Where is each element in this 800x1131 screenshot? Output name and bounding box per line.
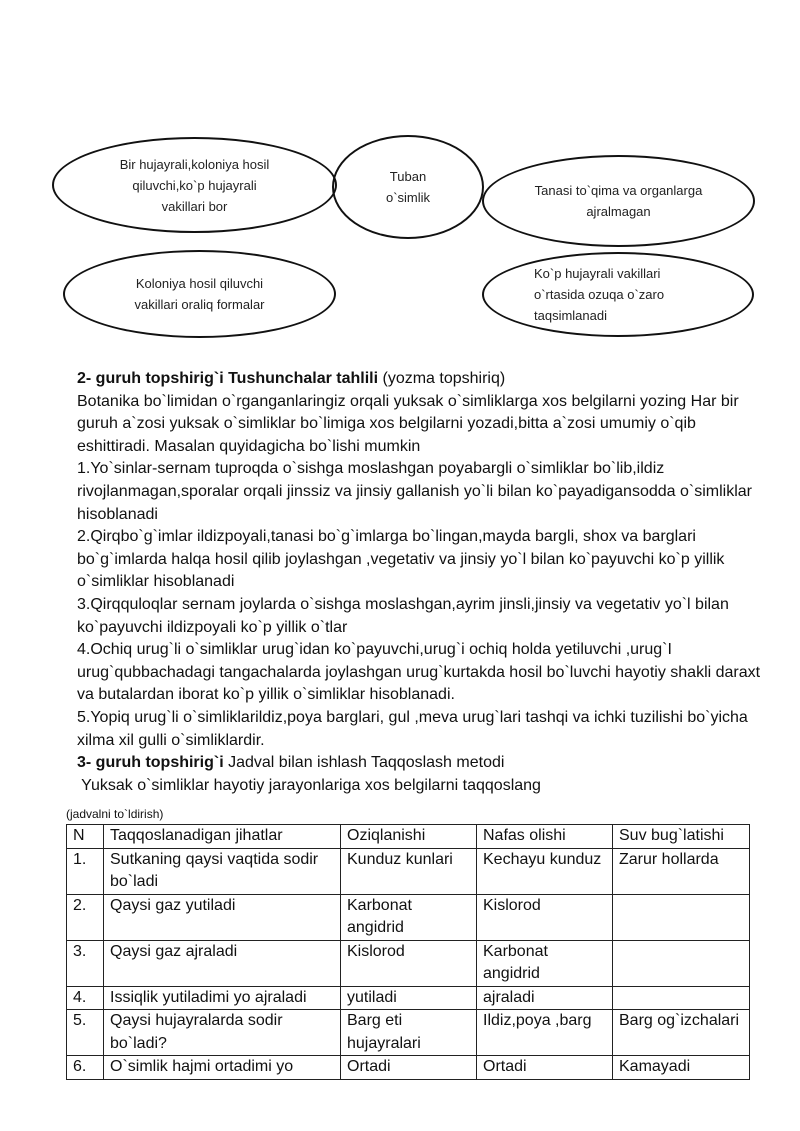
table-cell: Barg og`izchalari [613,1010,750,1056]
task2-intro: Botanika bo`limidan o`rganganlaringiz orqali yuksak o`simliklarga xos belgilarni yozing Har bir guruh a`zosi yuksak o`simliklar bo`limiga xos belgilarni yozadi,bitta a`zosi umumiy o`qib eshittiradi. Masalan quyidagicha bo`lishi mumkin [77,392,739,455]
task3-heading-bold: 3- guruh topshirig`i [77,754,224,772]
task2-heading-rest: (yozma topshiriq) [378,370,506,387]
table-header-row [67,825,750,849]
task2-item: 2.Qirqbo`g`imlar ildizpoyali,tanasi bo`g`imlarga bo`lingan,mayda bargli, shox va barglari bo`g`imlarda halqa hosil qilib joylashgan ,vegetativ va jinsiy yo`l bilan ko`payuvchi ko`p yillik o`simliklar hisoblanadi [77,528,725,591]
table-cell: Qaysi hujayralarda sodir bo`ladi? [104,1010,341,1056]
task2-item: 3.Qirqquloqlar sernam joylarda o`sishga moslashgan,ayrim jinsli,jinsiy va vegetativ yo`l bilan ko`payuvchi ildizpoyali ko`p yillik o`tlar [77,595,729,636]
table-cell: Zarur hollarda [613,848,750,894]
table-cell: 6. [67,1056,104,1080]
table-row [67,848,750,894]
table-cell: 1. [67,848,104,894]
table-cell: Karbonat angidrid [477,940,613,986]
oval-line: Tanasi to`qima va organlarga [534,183,703,198]
task3-heading-rest: Jadval bilan ishlash Taqqoslash metodi [223,754,505,772]
header-cell: Nafas olishi [477,825,613,849]
oval-lower-plants-center [332,135,484,239]
table-cell: Kunduz kunlari [341,848,477,894]
table-cell [613,986,750,1010]
oval-line: vakillari bor [161,198,228,214]
table-cell: ajraladi [477,986,613,1010]
comparison-table [66,824,750,1080]
task3-heading [77,752,767,775]
table-cell: yutiladi [341,986,477,1010]
table-cell: O`simlik hajmi ortadimi yo [104,1056,341,1080]
table-cell: 4. [67,986,104,1010]
oval-line: qiluvchi,ko`p hujayrali [132,177,257,193]
table-row [67,1056,750,1080]
oval-line: Ko`p hujayrali vakillari [534,266,661,281]
oval-line: o`simlik [385,190,431,205]
table-cell: Ildiz,poya ,barg [477,1010,613,1056]
oval-line: taqsimlanadi [534,308,607,323]
concept-diagram [0,0,800,360]
table-caption: (jadvalni to`ldirish) [66,807,164,821]
table-cell: Ortadi [341,1056,477,1080]
table-row [67,894,750,940]
oval-line: o`rtasida ozuqa o`zaro [534,287,665,302]
table-cell: Qaysi gaz yutiladi [104,894,341,940]
header-cell: N [67,825,104,849]
table-row [67,940,750,986]
task2-item: 1.Yo`sinlar-sernam tuproqda o`sishga moslashgan poyabargli o`simliklar bo`lib,ildiz rivojlanmagan,sporalar orqali jinssiz va jinsiy gallanish yo`li bilan ko`payadigansodda o`simliklar hisoblanadi [77,460,752,523]
task2-heading-bold: 2- guruh topshirig`i Tushunchalar tahlili [77,370,379,387]
table-cell: Karbonat angidrid [341,894,477,940]
header-cell: Taqqoslanadigan jihatlar [104,825,341,849]
oval-unicellular-colonial [52,137,337,233]
oval-line: Tuban [389,169,427,184]
oval-nutrient-distribution [482,252,754,337]
table-cell: Qaysi gaz ajraladi [104,940,341,986]
table-cell: Kislorod [477,894,613,940]
oval-line: vakillari oraliq formalar [134,297,265,312]
table-row [67,986,750,1010]
table-cell: Ortadi [477,1056,613,1080]
table-cell: Issiqlik yutiladimi yo ajraladi [104,986,341,1010]
table-cell: Sutkaning qaysi vaqtida sodir bo`ladi [104,848,341,894]
table-cell: 3. [67,940,104,986]
task2-item: 4.Ochiq urug`li o`simliklar urug`idan ko`payuvchi,urug`i ochiq holda yetiluvchi ,urug`I urug`qubbachadagi tangachalarda joylashgan urug`kurtakda hosil bo`luvchi hayotiy shakli daraxt va butalardan iborat ko`p yillik o`simliklar hisoblanadi. [77,641,761,704]
header-cell: Oziqlanishi [341,825,477,849]
oval-colonial-intermediate [63,250,336,338]
table-cell: 2. [67,894,104,940]
oval-line: Koloniya hosil qiluvchi [135,276,264,291]
table-cell: Kechayu kunduz [477,848,613,894]
task3-subtitle: Yuksak o`simliklar hayotiy jarayonlariga xos belgilarni taqqoslang [77,776,541,794]
oval-line: ajralmagan [586,204,651,219]
table-cell: 5. [67,1010,104,1056]
oval-line: Bir hujayrali,koloniya hosil [119,156,270,172]
table-row [67,1010,750,1056]
table-cell: Kislorod [341,940,477,986]
table-cell [613,894,750,940]
task2-item: 5.Yopiq urug`li o`simliklarildiz,poya barglari, gul ,meva urug`lari tashqi va ichki tuzilishi bo`yicha xilma xil gulli o`simliklardir. [77,708,748,749]
assignment-text [77,368,767,797]
task2-heading [77,368,767,391]
table-cell: Kamayadi [613,1056,750,1080]
header-cell: Suv bug`latishi [613,825,750,849]
table-cell [613,940,750,986]
oval-body-not-divided [482,155,755,247]
table-cell: Barg eti hujayralari [341,1010,477,1056]
